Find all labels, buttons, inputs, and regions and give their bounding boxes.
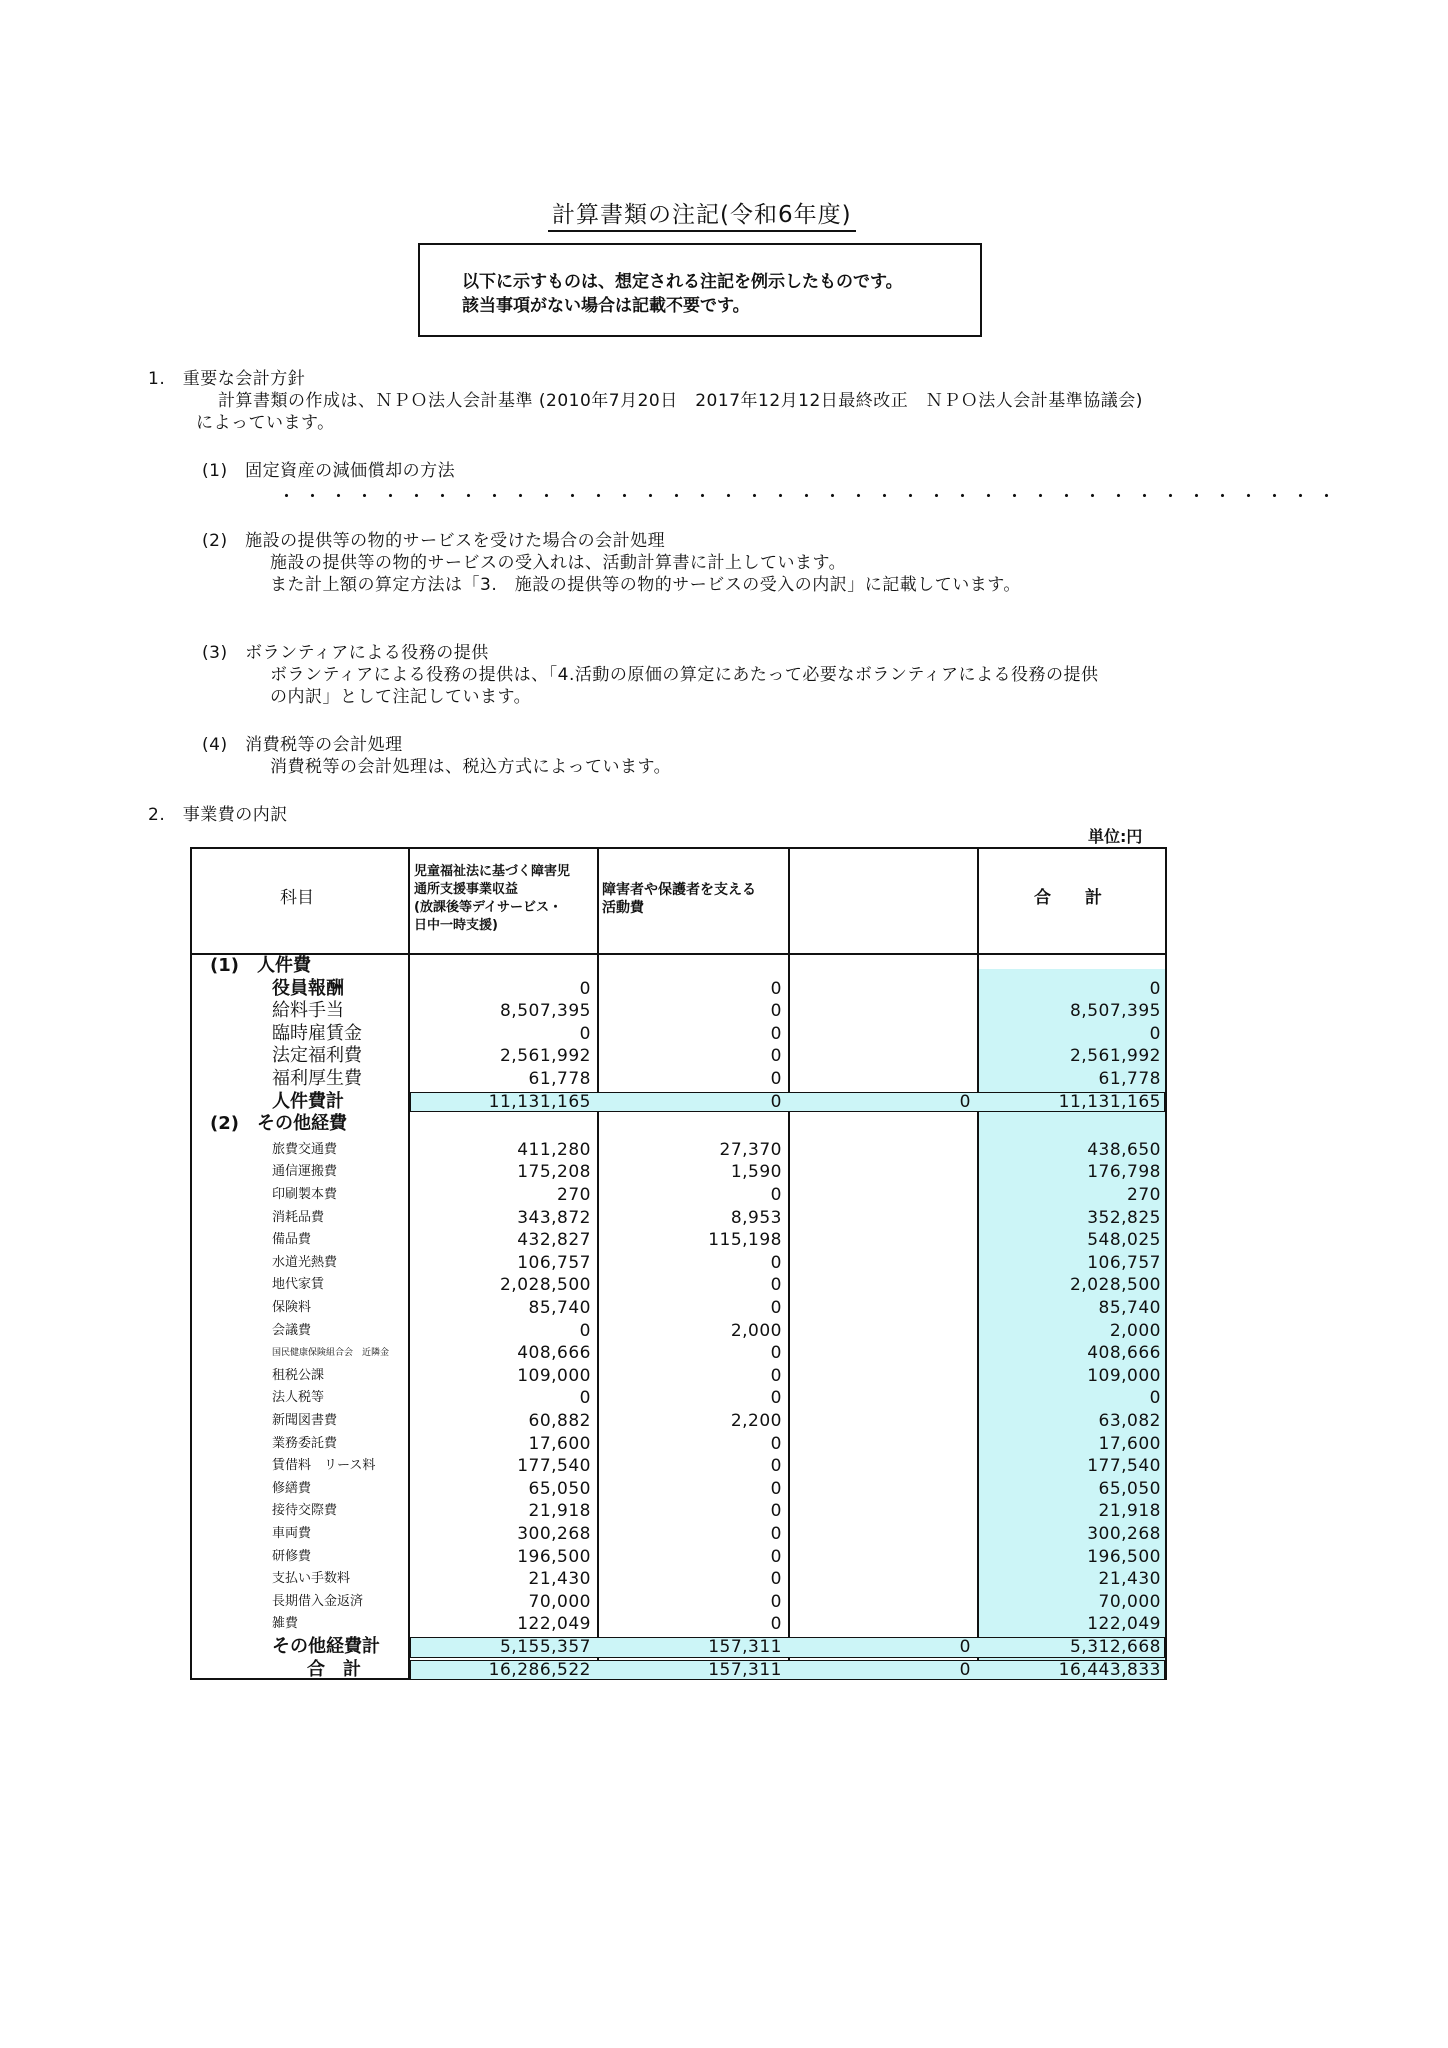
table-row [192, 978, 1165, 1000]
table-row [192, 1161, 1165, 1183]
notice-line-2: 該当事項がない場合は記載不要です。 [462, 296, 750, 316]
cell-c2: 0 [770, 1388, 782, 1409]
row-label: 印刷製本費 [272, 1187, 338, 1202]
table-row [192, 1410, 1165, 1432]
row-label: 研修費 [272, 1548, 312, 1564]
cell-total: 2,561,992 [1069, 1046, 1161, 1067]
section1-body-2: によっています。 [196, 413, 335, 433]
cell-c1: 300,268 [517, 1524, 591, 1544]
cell-c2: 0 [770, 1569, 782, 1590]
section2-heading: 2. 事業費の内訳 [148, 805, 288, 825]
cell-c2: 0 [770, 1478, 782, 1499]
cell-total: 21,918 [1098, 1501, 1161, 1522]
cell-c1: 2,028,500 [499, 1275, 591, 1296]
personnel-total-row [192, 1091, 1165, 1113]
cell-c1: 5,155,357 [499, 1637, 591, 1657]
row-label: 福利厚生費 [272, 1068, 362, 1089]
cell-c2: 157,311 [708, 1637, 782, 1657]
cell-c1: 85,740 [528, 1298, 591, 1318]
row-label: 保険料 [272, 1300, 312, 1315]
cell-total: 70,000 [1098, 1591, 1161, 1612]
table-row [192, 1068, 1165, 1090]
table-row [192, 1342, 1165, 1364]
notice-box [418, 243, 982, 337]
table-row [192, 1184, 1165, 1206]
table-row [192, 1500, 1165, 1522]
cell-c2: 0 [770, 1614, 782, 1635]
table-row [192, 1568, 1165, 1590]
table-row [192, 1365, 1165, 1387]
row-label: 消耗品費 [272, 1209, 325, 1225]
cell-c1: 343,872 [517, 1207, 591, 1228]
table-row [192, 1523, 1165, 1545]
cell-c1: 16,286,522 [488, 1659, 591, 1680]
cell-c2: 115,198 [708, 1230, 782, 1251]
cell-c1: 0 [579, 1388, 591, 1409]
cell-total: 438,650 [1087, 1139, 1161, 1160]
section-personnel: (1) 人件費 [210, 955, 311, 976]
total-label: その他経費計 [272, 1636, 380, 1657]
table-row [192, 1229, 1165, 1251]
cell-total: 0 [1149, 1023, 1161, 1044]
table-row [192, 1274, 1165, 1296]
expense-table [190, 847, 1167, 1680]
row-label: 支払い手数料 [272, 1571, 351, 1587]
policy-1-heading: (1) 固定資産の減価償却の方法 [202, 461, 456, 481]
row-label: 給料手当 [272, 1000, 344, 1022]
section1-body-1: 計算書類の作成は、ＮＰＯ法人会計基準 (2010年7月20日 2017年12月12日最終改正 ＮＰＯ法人会計基準協議会) [218, 391, 1143, 411]
row-label: 雑費 [272, 1616, 299, 1632]
cell-total: 17,600 [1098, 1433, 1161, 1454]
cell-total: 8,507,395 [1069, 1001, 1161, 1022]
cell-total: 5,312,668 [1069, 1637, 1161, 1657]
section-row [192, 955, 1165, 977]
row-label: 接待交際費 [272, 1503, 338, 1519]
cell-c1: 270 [557, 1185, 591, 1205]
total-label: 人件費計 [272, 1090, 344, 1112]
cell-total: 2,028,500 [1069, 1275, 1161, 1296]
policy-3-line-1: ボランティアによる役務の提供は、「4.活動の原価の算定にあたって必要なボランティアによる役務の提供 [270, 665, 1099, 685]
cell-c1: 61,778 [528, 1069, 591, 1089]
table-row [192, 1591, 1165, 1613]
header-col1-line: 児童福祉法に基づく障害児 [414, 864, 571, 879]
row-label: 通信運搬費 [272, 1164, 338, 1180]
cell-c1: 432,827 [517, 1230, 591, 1251]
cell-c2: 0 [770, 1524, 782, 1544]
cell-c2: 0 [770, 1343, 782, 1364]
cell-total: 0 [1149, 1388, 1161, 1409]
policy-2-heading: (2) 施設の提供等の物的サービスを受けた場合の会計処理 [202, 531, 666, 551]
policy-3-line-2: の内訳」として注記しています。 [270, 687, 532, 707]
row-label: 旅費交通費 [272, 1141, 338, 1157]
table-row [192, 1613, 1165, 1635]
cell-c1: 21,430 [528, 1569, 591, 1590]
cell-c3: 0 [959, 1637, 971, 1657]
cell-c2: 8,953 [730, 1207, 782, 1228]
cell-c2: 0 [770, 1433, 782, 1454]
cell-c2: 0 [770, 1546, 782, 1567]
cell-total: 65,050 [1098, 1478, 1161, 1499]
section-row [192, 1113, 1165, 1135]
row-label: 新聞図書費 [272, 1413, 338, 1428]
cell-c2: 0 [770, 1456, 782, 1477]
cell-c3: 0 [959, 1659, 971, 1680]
cell-c2: 0 [770, 1069, 782, 1089]
header-col2-line: 障害者や保護者を支える [602, 882, 756, 898]
cell-total: 109,000 [1087, 1365, 1161, 1386]
cell-total: 16,443,833 [1058, 1659, 1161, 1680]
header-col2-line: 活動費 [602, 900, 644, 916]
cell-c1: 60,882 [528, 1411, 591, 1431]
header-col1-line: 通所支援事業収益 [414, 882, 519, 897]
cell-c2: 0 [770, 1023, 782, 1044]
cell-total: 177,540 [1087, 1456, 1161, 1477]
policy-2-line-1: 施設の提供等の物的サービスの受入れは、活動計算書に計上しています。 [270, 553, 847, 573]
policy-3-heading: (3) ボランティアによる役務の提供 [202, 643, 489, 663]
row-label: 法定福利費 [272, 1045, 362, 1067]
notice-line-1: 以下に示すものは、想定される注記を例示したものです。 [462, 272, 903, 292]
row-label: 会議費 [272, 1322, 312, 1338]
header-subject: 科目 [280, 888, 314, 908]
header-col1-line: (放課後等デイサービス・ [414, 900, 563, 915]
cell-total: 106,757 [1087, 1252, 1161, 1273]
table-row [192, 1455, 1165, 1477]
grand-total-row [192, 1659, 1165, 1681]
cell-c1: 109,000 [517, 1365, 591, 1386]
table-row [192, 1207, 1165, 1229]
other-total-row [192, 1636, 1165, 1658]
cell-total: 85,740 [1098, 1298, 1161, 1318]
cell-c2: 0 [770, 1275, 782, 1296]
cell-c1: 70,000 [528, 1591, 591, 1612]
unit-label: 単位:円 [1088, 827, 1143, 846]
cell-c2: 157,311 [708, 1659, 782, 1680]
cell-c1: 21,918 [528, 1501, 591, 1522]
policy-2-line-2: また計上額の算定方法は「3. 施設の提供等の物的サービスの受入の内訳」に記載しています。 [270, 575, 1021, 595]
cell-c1: 122,049 [517, 1614, 591, 1635]
table-row [192, 1252, 1165, 1274]
cell-c3: 0 [959, 1091, 971, 1112]
row-label: 賃借料 リース料 [272, 1458, 376, 1474]
cell-c2: 0 [770, 1252, 782, 1273]
table-row [192, 1045, 1165, 1067]
cell-total: 270 [1127, 1185, 1161, 1205]
cell-total: 11,131,165 [1058, 1091, 1161, 1112]
total-label: 合 計 [307, 1658, 361, 1680]
header-col1-line: 日中一時支援) [414, 918, 498, 933]
cell-total: 176,798 [1087, 1162, 1161, 1183]
row-label: 車両費 [272, 1526, 312, 1541]
cell-c1: 11,131,165 [488, 1091, 591, 1112]
section-other: (2) その他経費 [210, 1113, 347, 1135]
cell-total: 2,000 [1109, 1320, 1161, 1341]
cell-total: 122,049 [1087, 1614, 1161, 1635]
cell-total: 0 [1149, 978, 1161, 999]
cell-c2: 0 [770, 1091, 782, 1112]
table-row [192, 1139, 1165, 1161]
cell-c2: 0 [770, 1591, 782, 1612]
cell-c1: 408,666 [517, 1343, 591, 1364]
cell-c1: 17,600 [528, 1433, 591, 1454]
row-label: 法人税等 [272, 1390, 325, 1406]
cell-c2: 0 [770, 1501, 782, 1522]
table-row [192, 1433, 1165, 1455]
table-row [192, 1478, 1165, 1500]
table-row [192, 1297, 1165, 1319]
row-label: 役員報酬 [272, 977, 344, 999]
cell-c2: 0 [770, 1185, 782, 1205]
cell-total: 408,666 [1087, 1343, 1161, 1364]
row-label: 備品費 [272, 1232, 312, 1248]
cell-c2: 0 [770, 1365, 782, 1386]
policy-4-heading: (4) 消費税等の会計処理 [202, 735, 403, 755]
policy-1-dots: ・・・・・・・・・・・・・・・・・・・・・・・・・・・・・・・・・・・・・・・・・ [278, 487, 1344, 507]
cell-c1: 2,561,992 [499, 1046, 591, 1067]
policy-4-line-1: 消費税等の会計処理は、税込方式によっています。 [270, 757, 672, 777]
row-label: 地代家賃 [272, 1277, 325, 1293]
cell-total: 21,430 [1098, 1569, 1161, 1590]
cell-total: 196,500 [1087, 1546, 1161, 1567]
cell-c1: 175,208 [517, 1162, 591, 1183]
cell-c1: 8,507,395 [499, 1001, 591, 1022]
cell-total: 548,025 [1087, 1230, 1161, 1251]
cell-c2: 0 [770, 1001, 782, 1022]
cell-total: 61,778 [1098, 1069, 1161, 1089]
header-total: 合 計 [1034, 888, 1102, 908]
cell-c1: 0 [579, 1023, 591, 1044]
cell-c1: 106,757 [517, 1252, 591, 1273]
cell-c1: 196,500 [517, 1546, 591, 1567]
cell-c2: 27,370 [719, 1139, 782, 1160]
cell-c1: 0 [579, 1320, 591, 1341]
row-label: 修繕費 [272, 1480, 312, 1496]
cell-total: 300,268 [1087, 1524, 1161, 1544]
row-label: 臨時雇賃金 [272, 1022, 362, 1044]
cell-c2: 0 [770, 1046, 782, 1067]
table-row [192, 1546, 1165, 1568]
cell-c2: 2,200 [730, 1411, 782, 1431]
page-title: 計算書類の注記(令和6年度) [548, 196, 856, 232]
cell-c2: 1,590 [730, 1162, 782, 1183]
table-row [192, 1387, 1165, 1409]
table-row [192, 1023, 1165, 1045]
cell-total: 352,825 [1087, 1207, 1161, 1228]
section1-heading: 1. 重要な会計方針 [148, 369, 306, 389]
header-col1 [414, 863, 570, 935]
row-label: 業務委託費 [272, 1435, 338, 1451]
cell-c2: 0 [770, 978, 782, 999]
cell-c2: 0 [770, 1298, 782, 1318]
table-row [192, 1320, 1165, 1342]
cell-c2: 2,000 [730, 1320, 782, 1341]
cell-c1: 411,280 [517, 1139, 591, 1160]
header-col2 [602, 881, 756, 917]
row-label: 水道光熱費 [272, 1254, 338, 1270]
row-label: 租税公課 [272, 1367, 325, 1383]
cell-c1: 0 [579, 978, 591, 999]
cell-c1: 65,050 [528, 1478, 591, 1499]
row-label: 長期借入金返済 [272, 1593, 364, 1609]
cell-c1: 177,540 [517, 1456, 591, 1477]
cell-total: 63,082 [1098, 1411, 1161, 1431]
row-label: 国民健康保険組合会 近隣金 [272, 1348, 390, 1359]
table-row [192, 1000, 1165, 1022]
